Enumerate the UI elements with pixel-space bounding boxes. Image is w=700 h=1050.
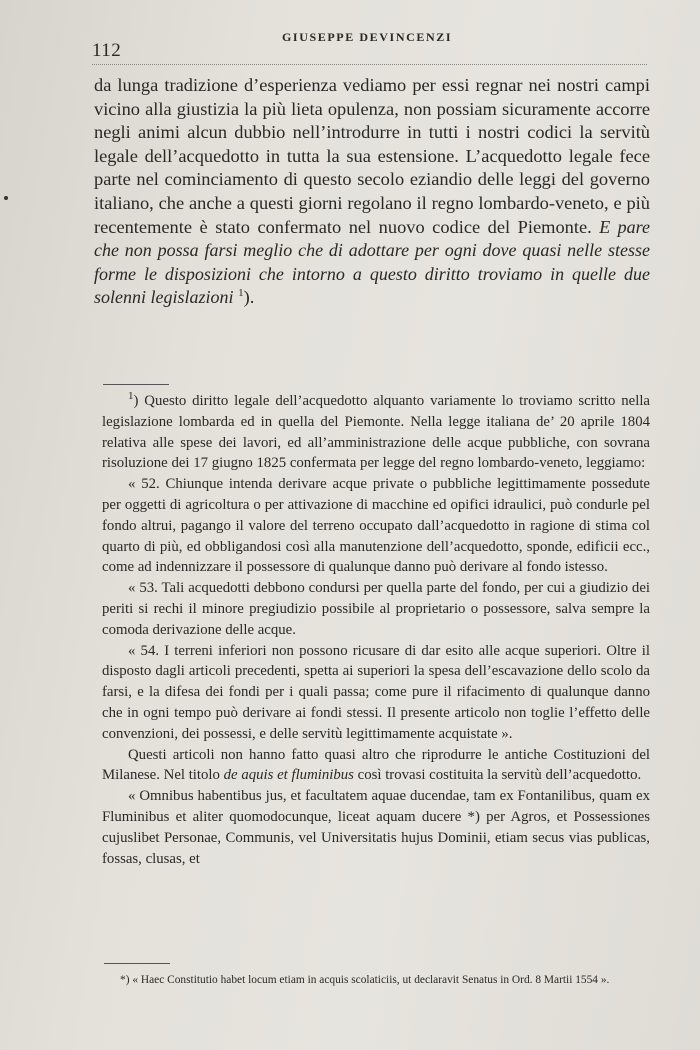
main-text-end: ). bbox=[243, 287, 255, 308]
footnote-1 bbox=[102, 391, 650, 869]
article-53: « 53. Tali acquedotti debbono condursi per quella parte del fondo, per cui a giudizio dei periti si rechi il minore pregiudizio possibile al proprietario o possessore, salva sempre la comoda derivazione delle acque. bbox=[102, 580, 650, 638]
main-text-roman: da lunga tradizione d’esperienza vediamo per essi regnar nei nostri campi vicino alla giustizia la più lieta opulenza, non possiam sicuramente accorre negli animi alcun dubbio nell’introdurre in tutti i nostri codici la servitù legale dell’acquedotto in tutta la sua estensione. L’acquedotto legale fece parte nel cominciamento di questo secolo eziandio delle leggi del governo italiano, che anche a questi giorni regolano il regno lombardo-veneto, e più recentemente è stato confermato nel nuovo codice del Piemonte. bbox=[94, 75, 650, 237]
page-number: 112 bbox=[92, 40, 122, 61]
commentary bbox=[102, 745, 650, 787]
article-52: « 52. Chiunque intenda derivare acque private o pubbliche legittimamente possedute per oggetti di agricoltura o per attivazione di macchine ed opifici idraulici, può condurle pel fondo altrui, pagango il valore del terreno occupato dall’acquedotto in ragione di stima col quarto di più, ed obbligandosi così alla manutenzione dell’acquedotto, sponde, edificii ecc., come ad indennizzare il possessore di qualunque danno può derivare al fondo istesso. bbox=[102, 476, 650, 576]
running-title: GIUSEPPE DEVINCENZI bbox=[282, 30, 453, 44]
note-reference-1: 1 bbox=[238, 287, 244, 300]
commentary-text-b: così trovasi costituita la servitù dell’acquedotto. bbox=[357, 767, 642, 784]
subfootnote-rule bbox=[104, 963, 170, 964]
footnote-2-text: *) « Haec Constitutio habet locum etiam in acquis scolaticiis, ut declaravit Senatus in Ord. 8 Martii 1554 ». bbox=[120, 974, 610, 986]
latin-note-mark: * bbox=[467, 808, 475, 825]
footnote-rule bbox=[103, 384, 169, 385]
footnote-intro bbox=[102, 391, 650, 474]
footnote-mark-1: 1 bbox=[128, 390, 134, 403]
margin-mark bbox=[4, 196, 8, 200]
footnote-intro-text: ) Questo diritto legale dell’acquedotto alquanto variamente lo troviamo scritto nella legislazione lombarda ed in quella del Piemonte. Nella legge italiana de’ 20 aprile 1804 relativa alle spese dei lavori, ed all’amministrazione delle acque pubbliche, con sovrana risoluzione dei 17 giugno 1825 confermata per legge del regno lombardo-veneto, leggiamo: bbox=[102, 393, 650, 472]
latin-quote-text-b: ) per Agros, et Possessiones cujuslibet Personae, Communis, vel Universitatis hujus Dominii, etiam secus vias publicas, fossas, clusas, et bbox=[102, 808, 650, 867]
latin-quote bbox=[102, 786, 650, 869]
page-header bbox=[92, 30, 652, 70]
main-paragraph bbox=[94, 74, 650, 310]
commentary-text-a: Questi articoli non hanno fatto quasi altro che riprodurre le antiche Costituzioni del Milanese. Nel titolo bbox=[102, 746, 650, 784]
article-54: « 54. I terreni inferiori non possono ricusare di dar esito alle acque superiori. Oltre il disposto dagli articoli precedenti, spetta ai superiori la spesa dell’escavazione dello scolo da farsi, e la difesa dei fondi per i quali passa; come pure il rifacimento di qualunque danno che in ogni tempo può derivare ai fondi stessi. Il presente articolo non toglie l’effetto delle convenzioni, dei possessi, e delle servitù legittimamente acquistate ». bbox=[102, 642, 650, 742]
latin-quote-text-a: « Omnibus habentibus jus, et facultatem aquae ducendae, tam ex Fontanilibus, quam ex Fluminibus et aliter quomodocunque, liceat aquam ducere bbox=[102, 788, 650, 825]
commentary-italic: de aquis et fluminibus bbox=[223, 767, 354, 784]
main-text-italic: E pare che non possa farsi meglio che di adottare per ogni dove quasi nelle stesse forme le disposizioni che intorno a questo diritto troviamo in quelle due solenni legislazioni bbox=[94, 216, 650, 308]
footnote-2 bbox=[96, 972, 652, 989]
header-rule bbox=[92, 64, 647, 65]
